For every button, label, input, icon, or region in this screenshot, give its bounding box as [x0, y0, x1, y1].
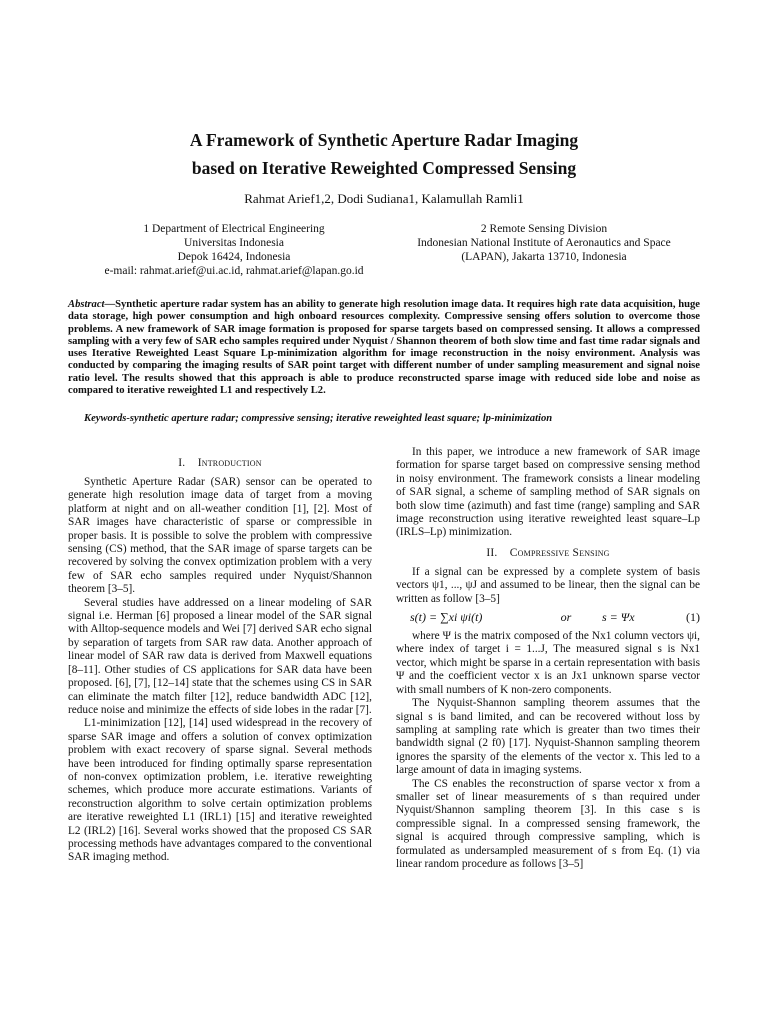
section-number: I. — [178, 457, 186, 469]
affiliation-1-email: e-mail: rahmat.arief@ui.ac.id, rahmat.arief@lapan.go.id — [104, 265, 364, 277]
keywords: Keywords-synthetic aperture radar; compressive sensing; iterative reweighted least square; lp-minimization — [84, 413, 553, 424]
section-heading-compressive-sensing — [396, 546, 700, 560]
paragraph: Synthetic Aperture Radar (SAR) sensor can be operated to generate high resolution image data of target from a moving platform at night and on all-weather condition [1], [2]. Most of SAR images have characteristic of sparse or compressible in proper basis. It is possible to solve the problem with compressive sensing (CS) method, that the SAR image of sparse targets can be recovered by solving the convex optimization problem with a very few of SAR echo samples required under Nyquist/Shannon theorem [3–5]. — [68, 476, 372, 596]
paragraph: where Ψ is the matrix composed of the Nx1 column vectors ψi, where index of target i = 1...J, The measured signal s is Nx1 vector, which might be sparse in a certain representation with basis Ψ and the coefficient vector x is an Jx1 unknown sparse vector with small numbers of K non-zero components. — [396, 630, 700, 696]
section-title: Introduction — [197, 457, 262, 469]
section-number: II. — [486, 546, 498, 559]
equation-rhs: s = Ψx — [602, 610, 635, 625]
affiliation-1-line-3: Depok 16424, Indonesia — [177, 251, 291, 263]
section-title: Compressive Sensing — [509, 546, 610, 559]
affiliation-2-line-3: (LAPAN), Jakarta 13710, Indonesia — [461, 251, 627, 263]
paragraph: The CS enables the reconstruction of sparse vector x from a smaller set of linear measurements of s than required under Nyquist/Shannon sampling theorem [3]. In this case s is compressible signal. In a compressed sensing framework, the signal is acquired through compressive sampling, which is formulated as undersampled measurement of s from Eq. (1) via linear random procedure as follows [3–5] — [396, 777, 700, 870]
paper-title — [0, 126, 768, 182]
right-column — [396, 446, 700, 871]
paragraph: The Nyquist-Shannon sampling theorem assumes that the signal s is band limited, and can be recovered without loss by sampling at sampling rate which is greater than two times their bandwidth signal (2 f0) [17]. Nyquist-Shannon sampling theorem ignores the sparsity of the elements of the vector x. This led to a large amount of data in imaging systems. — [396, 697, 700, 777]
abstract — [68, 299, 700, 397]
equation-lhs: s(t) = ∑xi ψi(t) — [410, 610, 483, 625]
paragraph: In this paper, we introduce a new framework of SAR image formation for sparse target based on compressive sensing method in noisy environment. The framework consists a linear modeling of SAR signal, a scheme of sampling method of SAR signals on both slow time (azimuth) and fast time (range) sampling and SAR image reconstruction using iterative reweighted least square–Lp (IRLS–Lp) minimization. — [396, 446, 700, 539]
left-column — [68, 456, 372, 865]
equation-number: (1) — [686, 610, 700, 625]
title-line-1: A Framework of Synthetic Aperture Radar Imaging — [189, 130, 579, 150]
affiliation-2-line-2: Indonesian National Institute of Aeronautics and Space — [417, 237, 671, 249]
equation-or: or — [560, 610, 572, 625]
affiliation-1-line-2: Universitas Indonesia — [184, 237, 284, 249]
affiliation-2 — [384, 222, 704, 264]
affiliation-2-line-1: 2 Remote Sensing Division — [480, 223, 608, 235]
title-line-2: based on Iterative Reweighted Compressed Sensing — [191, 158, 577, 178]
abstract-label: Abstract — [68, 299, 105, 310]
affiliation-1 — [74, 222, 394, 278]
paragraph: If a signal can be expressed by a complete system of basis vectors ψ1, ..., ψJ and assumed to be linear, then the signal can be written as follow [3–5] — [396, 565, 700, 605]
abstract-body: —Synthetic aperture radar system has an ability to generate high resolution image data. It requires high rate data acquisition, huge data storage, high power consumption and high onboard resources complexity. Compressive sensing offers solution to overcome those problems. A new framework of SAR image formation is proposed for sparse targets based on compressed sensing. It allows a compressed sampling with a very few of SAR echo samples required under Nyquist / Shannon theorem of both slow time and fast time radar signals and uses Iterative Reweighted Least Square Lp-minimization algorithm for image reconstruction in the noisy environment. Analysis was conducted by comparing the imaging results of SAR point target with different number of under sampling measurement and signal noise ratio level. The results showed that this approach is able to produce reconstructed sparse image with reduced side lobe and noise as compared to iterative reweighted L1 and respectively L2. — [68, 299, 700, 397]
paragraph: L1-minimization [12], [14] used widespread in the recovery of sparse SAR image and offers a solution of convex optimization problem with exact recovery of sparse signal. Several methods have been introduced for finding optimally sparse representation of non-convex optimization problem, i.e. iterative reweighting schemes, which produce more accurate estimations. Variants of reconstruction algorithm to solve certain optimization problems are iterative reweighted L1 (IRL1) [15] and iterative reweighted L2 (IRL2) [16]. Several works showed that the proposed CS SAR processing methods have advantages compared to the conventional SAR imaging method. — [68, 717, 372, 864]
equation-1 — [396, 606, 700, 630]
paragraph: Several studies have addressed on a linear modeling of SAR signal i.e. Herman [6] proposed a linear model of the SAR signal with Alltop-sequence models and Wei [7] derived SAR echo signal by separation of targets from SAR raw data. Another approach of linear model of SAR raw data is derived from Maxwell equations [8–11]. Other studies of CS applications for SAR data have been proposed. [6], [7], [12–14] state that the schemes using CS in SAR can eliminate the match filter [12], reduce bandwidth ADC [12], reduce noise and minimize the effects of side lobes in the radar [7]. — [68, 596, 372, 716]
author-list: Rahmat Arief1,2, Dodi Sudiana1, Kalamullah Ramli1 — [244, 191, 524, 206]
affiliation-1-line-1: 1 Department of Electrical Engineering — [143, 223, 325, 235]
section-heading-introduction — [68, 456, 372, 470]
